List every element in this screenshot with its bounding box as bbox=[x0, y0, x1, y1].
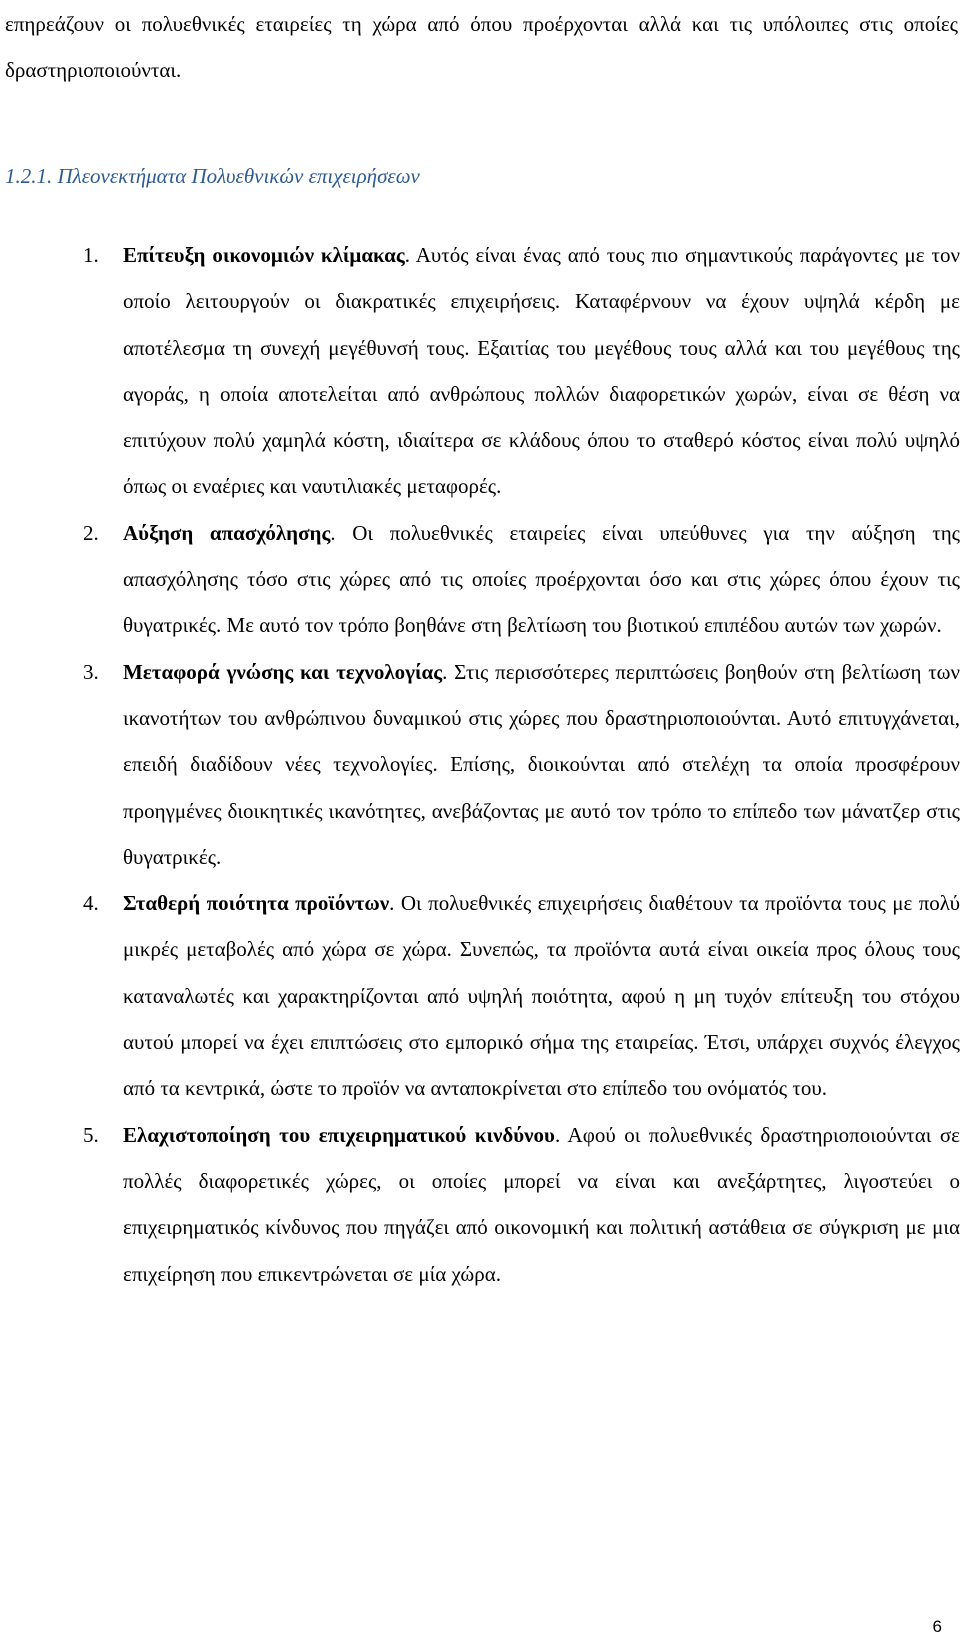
advantage-text: . Οι πολυεθνικές επιχειρήσεις διαθέτουν τα προϊόντα τους με πολύ μικρές μεταβολές από χώρα σε χώρα. Συνεπώς, τα προϊόντα αυτά είναι οικεία προς όλους τους καταναλωτές και χαρακτηρίζονται από υψηλή ποιότητα, αφού η μη τυχόν επίτευξη του στόχου αυτού μπορεί να έχει επιπτώσεις στο εμπορικό σήμα της εταιρείας. Έτσι, υπάρχει συχνός έλεγχος από τα κεντρικά, ώστε το προϊόν να ανταποκρίνεται στο επίπεδο του ονόματός του. bbox=[123, 891, 960, 1101]
advantage-number: 1. bbox=[83, 243, 99, 267]
advantage-title: Ελαχιστοποίηση του επιχειρηματικού κινδύνου bbox=[123, 1122, 555, 1147]
advantage-item-2 bbox=[0, 510, 960, 649]
section-heading: 1.2.1. Πλεονεκτήματα Πολυεθνικών επιχειρήσεων bbox=[5, 164, 420, 188]
intro-paragraph: επηρεάζουν οι πολυεθνικές εταιρείες τη χώρα από όπου προέρχονται αλλά και τις υπόλοιπες στις οποίες δραστηριοποιούνται. bbox=[5, 12, 958, 83]
advantage-title: Μεταφορά γνώσης και τεχνολογίας bbox=[123, 659, 443, 684]
advantage-title: Σταθερή ποιότητα προϊόντων bbox=[123, 891, 390, 916]
advantage-text: . Αφού οι πολυεθνικές δραστηριοποιούνται σε πολλές διαφορετικές χώρες, οι οποίες μπορεί να είναι και ανεξάρτητες, λιγοστεύει ο επιχειρηματικός κίνδυνος που πηγάζει από οικονομική και πολιτική αστάθεια σε σύγκριση με μια επιχείρηση που επικεντρώνεται σε μία χώρα. bbox=[123, 1122, 960, 1286]
advantage-item-3 bbox=[0, 649, 960, 880]
advantage-number: 4. bbox=[83, 891, 99, 916]
page-number: 6 bbox=[932, 1617, 942, 1636]
advantage-item-1 bbox=[0, 232, 960, 510]
advantage-item-5 bbox=[0, 1112, 960, 1297]
advantage-number: 5. bbox=[83, 1122, 99, 1147]
advantage-paragraph bbox=[123, 649, 960, 880]
advantage-text: . Οι πολυεθνικές εταιρείες είναι υπεύθυνες για την αύξηση της απασχόλησης τόσο στις χώρες από τις οποίες προέρχονται όσο και στις χώρες όπου έχουν τις θυγατρικές. Με αυτό τον τρόπο βοηθάνε στη βελτίωση του βιοτικού επιπέδου αυτών των χωρών. bbox=[123, 520, 960, 638]
advantage-number: 2. bbox=[83, 520, 99, 545]
advantage-text: . Στις περισσότερες περιπτώσεις βοηθούν στη βελτίωση των ικανοτήτων του ανθρώπινου δυναμικού στις χώρες που δραστηριοποιούνται. Αυτό επιτυγχάνεται, επειδή διαδίδουν νέες τεχνολογίες. Επίσης, διοικούνται από στελέχη τα οποία προσφέρουν προηγμένες διοικητικές ικανότητες, ανεβάζοντας με αυτό τον τρόπο το επίπεδο των μάνατζερ στις θυγατρικές. bbox=[123, 659, 960, 869]
advantage-paragraph bbox=[123, 1112, 960, 1297]
advantage-paragraph bbox=[123, 880, 960, 1111]
advantage-title: Επίτευξη οικονομιών κλίμακας bbox=[123, 243, 405, 267]
advantages-list bbox=[0, 232, 960, 1297]
advantage-paragraph bbox=[123, 232, 960, 510]
advantage-title: Αύξηση απασχόλησης bbox=[123, 520, 331, 545]
advantage-text: . Αυτός είναι ένας από τους πιο σημαντικούς παράγοντες με τον οποίο λειτουργούν οι διακρατικές επιχειρήσεις. Καταφέρνουν να έχουν υψηλά κέρδη με αποτέλεσμα τη συνεχή μεγέθυνσή τους. Εξαιτίας του μεγέθους τους αλλά και του μεγέθους της αγοράς, η οποία αποτελείται από ανθρώπους πολλών διαφορετικών χωρών, είναι σε θέση να επιτύχουν πολύ χαμηλά κόστη, ιδιαίτερα σε κλάδους όπου το σταθερό κόστος είναι πολύ υψηλό όπως οι εναέριες και ναυτιλιακές μεταφορές. bbox=[123, 243, 960, 499]
advantage-number: 3. bbox=[83, 659, 99, 684]
advantage-paragraph bbox=[123, 510, 960, 649]
advantage-item-4 bbox=[0, 880, 960, 1111]
